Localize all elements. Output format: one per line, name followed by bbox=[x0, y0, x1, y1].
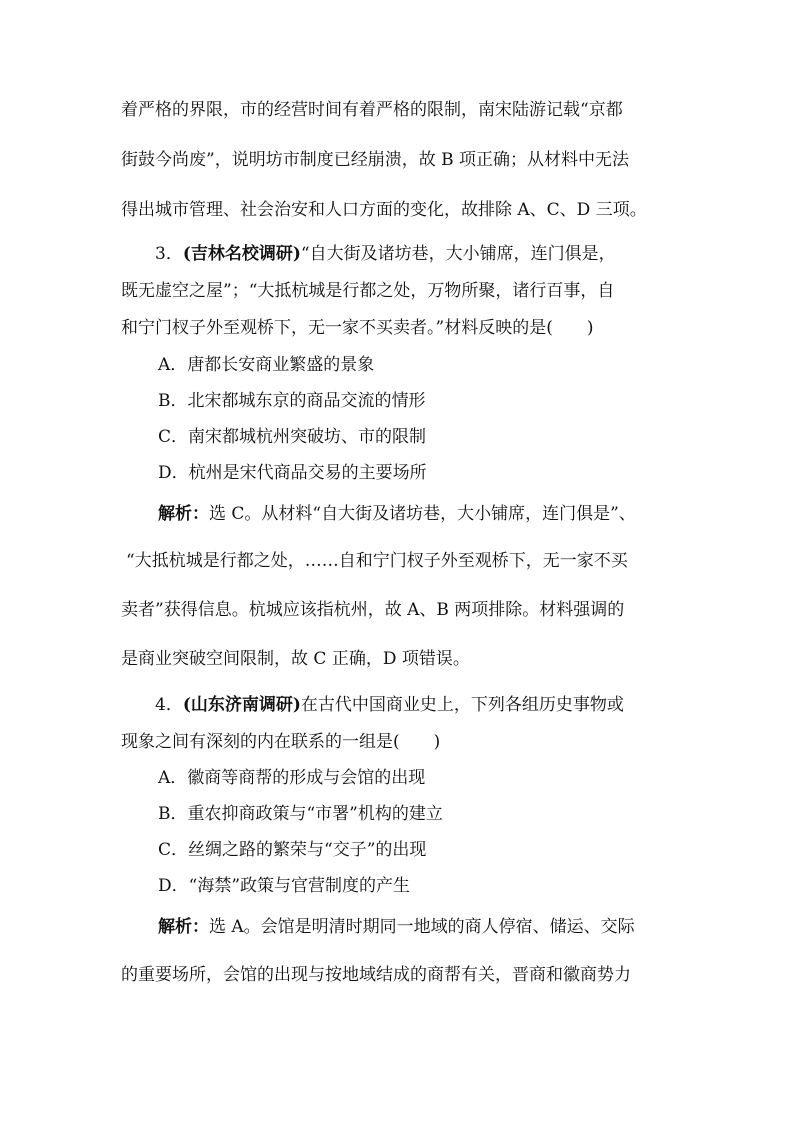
question-3-stem-line-3: 和宁门杈子外至观桥下，无一家不买卖者。”材料反映的是( ) bbox=[121, 318, 594, 338]
question-4-stem-text: 在古代中国商业史上，下列各组历史事物或 bbox=[300, 695, 624, 715]
question-3-analysis-line-4: 是商业突破空间限制，故 C 正确，D 项错误。 bbox=[121, 649, 470, 669]
question-4-analysis-text: 选 A。会馆是明清时期同一地域的商人停宿、储运、交际 bbox=[209, 917, 635, 937]
question-3-analysis-text: 选 C。从材料“自大街及诸坊巷，大小铺席，连门俱是”、 bbox=[209, 504, 636, 524]
question-3-stem-text: “自大街及诸坊巷，大小铺席，连门俱是， bbox=[300, 244, 616, 264]
question-3-analysis-label: 解析： bbox=[158, 504, 209, 524]
question-4-stem-line-2: 现象之间有深刻的内在联系的一组是( ) bbox=[121, 732, 441, 752]
question-3-option-d: D．杭州是宋代商品交易的主要场所 bbox=[158, 463, 427, 483]
question-3-stem-line-2: 既无虚空之屋”；“大抵杭城是行都之处，万物所聚，诸行百事，自 bbox=[121, 281, 615, 301]
question-4-option-a: A．徽商等商帮的形成与会馆的出现 bbox=[158, 768, 426, 788]
question-4-option-c: C．丝绸之路的繁荣与“交子”的出现 bbox=[158, 840, 427, 860]
question-3-stem-first-line bbox=[155, 243, 616, 265]
question-3-number: 3． bbox=[155, 244, 183, 264]
question-3-option-b: B．北宋都城东京的商品交流的情形 bbox=[158, 391, 426, 411]
prev-explanation-line-1: 着严格的界限，市的经营时间有着严格的限制，南宋陆游记载“京都 bbox=[121, 100, 623, 120]
question-4-analysis-line-2: 的重要场所，会馆的出现与按地域结成的商帮有关，晋商和徽商势力 bbox=[121, 965, 631, 985]
question-4-analysis-first-line bbox=[158, 916, 635, 938]
question-4-analysis-label: 解析： bbox=[158, 917, 209, 937]
prev-explanation-line-2: 街鼓今尚废”，说明坊市制度已经崩溃，故 B 项正确；从材料中无法 bbox=[121, 150, 629, 170]
question-4-stem-first-line bbox=[155, 694, 624, 716]
question-4-source: (山东济南调研) bbox=[182, 695, 301, 715]
question-4-option-d: D．“海禁”政策与官营制度的产生 bbox=[158, 876, 411, 896]
question-3-option-a: A．唐都长安商业繁盛的景象 bbox=[158, 355, 375, 375]
question-3-source: (吉林名校调研) bbox=[182, 244, 301, 264]
question-3-analysis-first-line bbox=[158, 503, 636, 525]
prev-explanation-line-3: 得出城市管理、社会治安和人口方面的变化，故排除 A、C、D 三项。 bbox=[121, 200, 647, 220]
question-4-number: 4． bbox=[155, 695, 183, 715]
question-3-analysis-line-2: “大抵杭城是行都之处，……自和宁门杈子外至观桥下，无一家不买 bbox=[126, 551, 628, 571]
question-4-option-b: B．重农抑商政策与“市署”机构的建立 bbox=[158, 804, 443, 824]
question-3-analysis-line-3: 卖者”获得信息。杭城应该指杭州，故 A、B 两项排除。材料强调的 bbox=[121, 600, 625, 620]
question-3-option-c: C．南宋都城杭州突破坊、市的限制 bbox=[158, 427, 427, 447]
